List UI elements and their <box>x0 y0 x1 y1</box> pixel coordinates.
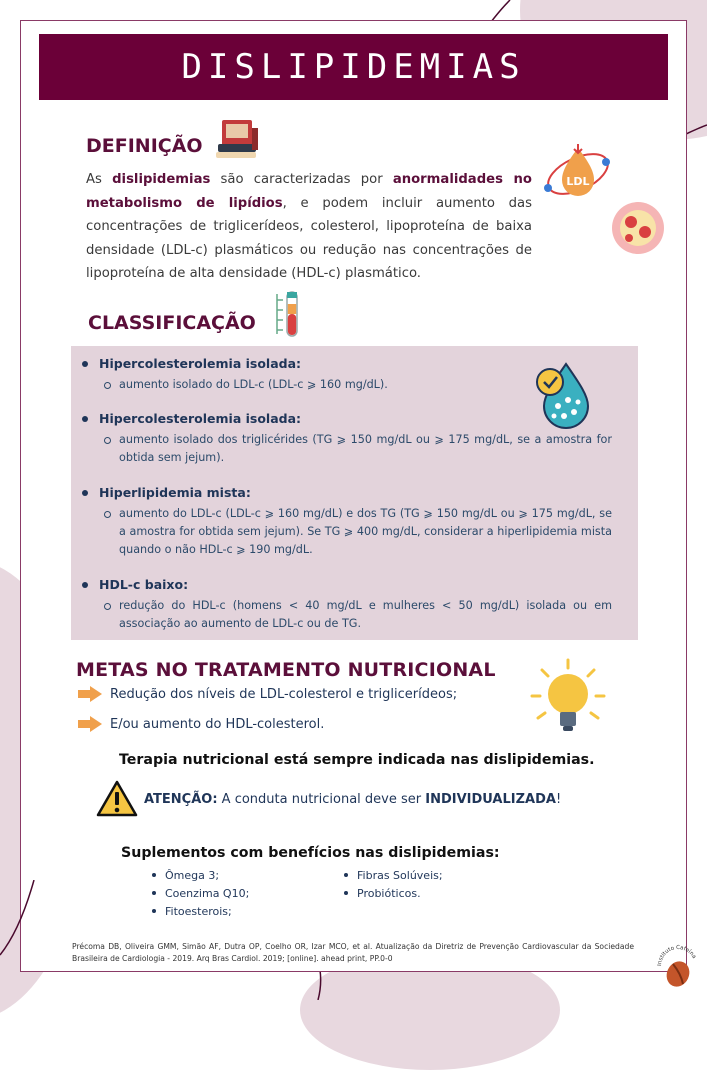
term-dislipidemias: dislipidemias <box>112 172 211 187</box>
test-tubes-icon <box>275 290 303 340</box>
bullet-icon <box>82 582 88 588</box>
classificacao-item-desc: aumento isolado do LDL-c (LDL-c ⩾ 160 mg/dL). <box>119 378 388 391</box>
classificacao-item-desc: redução do HDL-c (homens < 40 mg/dL e mulheres < 50 mg/dL) isolada ou em associação ao aumento de LDL-c ou de TG. <box>119 599 612 630</box>
list-item: Ômega 3; <box>152 866 249 884</box>
classificacao-heading: CLASSIFICAÇÃO <box>88 312 256 334</box>
meta-item <box>78 686 457 702</box>
classificacao-item-title: Hipercolesterolemia isolada: <box>99 411 302 426</box>
classificacao-item-desc: aumento isolado dos triglicérides (TG ⩾ 150 mg/dL ou ⩾ 175 mg/dL, se a amostra for obtida sem jejum). <box>119 433 612 464</box>
classificacao-item <box>82 485 612 559</box>
list-item: Coenzima Q10; <box>152 884 249 902</box>
metas-heading: METAS NO TRATAMENTO NUTRICIONAL <box>76 659 496 681</box>
meta-item-text: E/ou aumento do HDL-colesterol. <box>110 716 325 732</box>
arrow-icon <box>78 716 102 732</box>
reference-citation: Précoma DB, Oliveira GMM, Simão AF, Dutra OP, Coelho OR, Izar MCO, et al. Atualização da Diretriz de Prevenção Cardiovascular da Sociedade Brasileira de Cardiologia - 2019. Arq Bras Cardiol. 2019; [online]. ahead print, PP.0-0 <box>72 942 634 963</box>
classificacao-item-desc: aumento do LDL-c (LDL-c ⩾ 160 mg/dL) e dos TG (TG ⩾ 150 mg/dL ou ⩾ 175 mg/dL, se a amostra for obtida sem jejum). Se TG ⩾ 400 mg/dL, considerar a hiperlipidemia mista quando o não HDL-c ⩾ 190 mg/dL. <box>119 507 612 556</box>
bullet-icon <box>82 361 88 367</box>
classificacao-item-title: HDL-c baixo: <box>99 577 189 592</box>
list-item: Probióticos. <box>344 884 443 902</box>
meta-item <box>78 716 324 732</box>
coffee-bean-icon <box>655 940 701 992</box>
title-banner <box>39 34 668 100</box>
decorative-curve-left-bottom <box>0 880 40 960</box>
sub-bullet-icon <box>104 382 111 389</box>
term-anormalidades: anormalidades no metabolismo de lipídios <box>86 172 532 211</box>
lightbulb-icon <box>528 656 608 736</box>
decorative-curve-bottom <box>300 970 340 1000</box>
bullet-icon <box>82 490 88 496</box>
arrow-icon <box>78 686 102 702</box>
ldl-molecule-icon <box>542 140 614 204</box>
book-icon <box>214 116 262 162</box>
atencao-label: ATENÇÃO: <box>144 792 218 807</box>
definicao-text: As dislipidemias são caracterizadas por anormalidades no metabolismo de lipídios, e podem incluir aumento das concentrações de triglicerídeos, colesterol, lipoproteína de baixa densidade (LDL-c) plasmáticos ou redução nas concentrações de lipoproteína de alta densidade (HDL-c) plasmático. <box>86 172 532 281</box>
sub-bullet-icon <box>104 437 111 444</box>
classificacao-item-title: Hipercolesterolemia isolada: <box>99 356 302 371</box>
classificacao-item-title: Hiperlipidemia mista: <box>99 485 251 500</box>
list-item: Fibras Solúveis; <box>344 866 443 884</box>
list-item: Fitoesterois; <box>152 902 249 920</box>
blood-cell-icon <box>609 200 667 256</box>
suplementos-list-right <box>344 866 443 902</box>
classificacao-item <box>82 577 612 633</box>
atencao-note: ATENÇÃO: A conduta nutricional deve ser INDIVIDUALIZADA! <box>144 792 562 807</box>
logo-text: Instituto Cafeína <box>656 944 697 967</box>
suplementos-heading: Suplementos com benefícios nas dislipidemias: <box>121 845 500 861</box>
meta-item-text: Redução dos níveis de LDL-colesterol e triglicerídeos; <box>110 686 458 702</box>
page-title: DISLIPIDEMIAS <box>181 47 526 87</box>
warning-icon <box>96 780 138 818</box>
terapia-statement: Terapia nutricional está sempre indicada nas dislipidemias. <box>119 752 595 768</box>
bullet-icon <box>82 416 88 422</box>
sub-bullet-icon <box>104 603 111 610</box>
suplementos-list-left <box>152 866 249 920</box>
atencao-emphasis: INDIVIDUALIZADA <box>425 792 556 807</box>
svg-text:LDL: LDL <box>566 175 590 188</box>
definicao-heading: DEFINIÇÃO <box>86 135 203 157</box>
sub-bullet-icon <box>104 511 111 518</box>
droplet-check-icon <box>528 360 594 430</box>
